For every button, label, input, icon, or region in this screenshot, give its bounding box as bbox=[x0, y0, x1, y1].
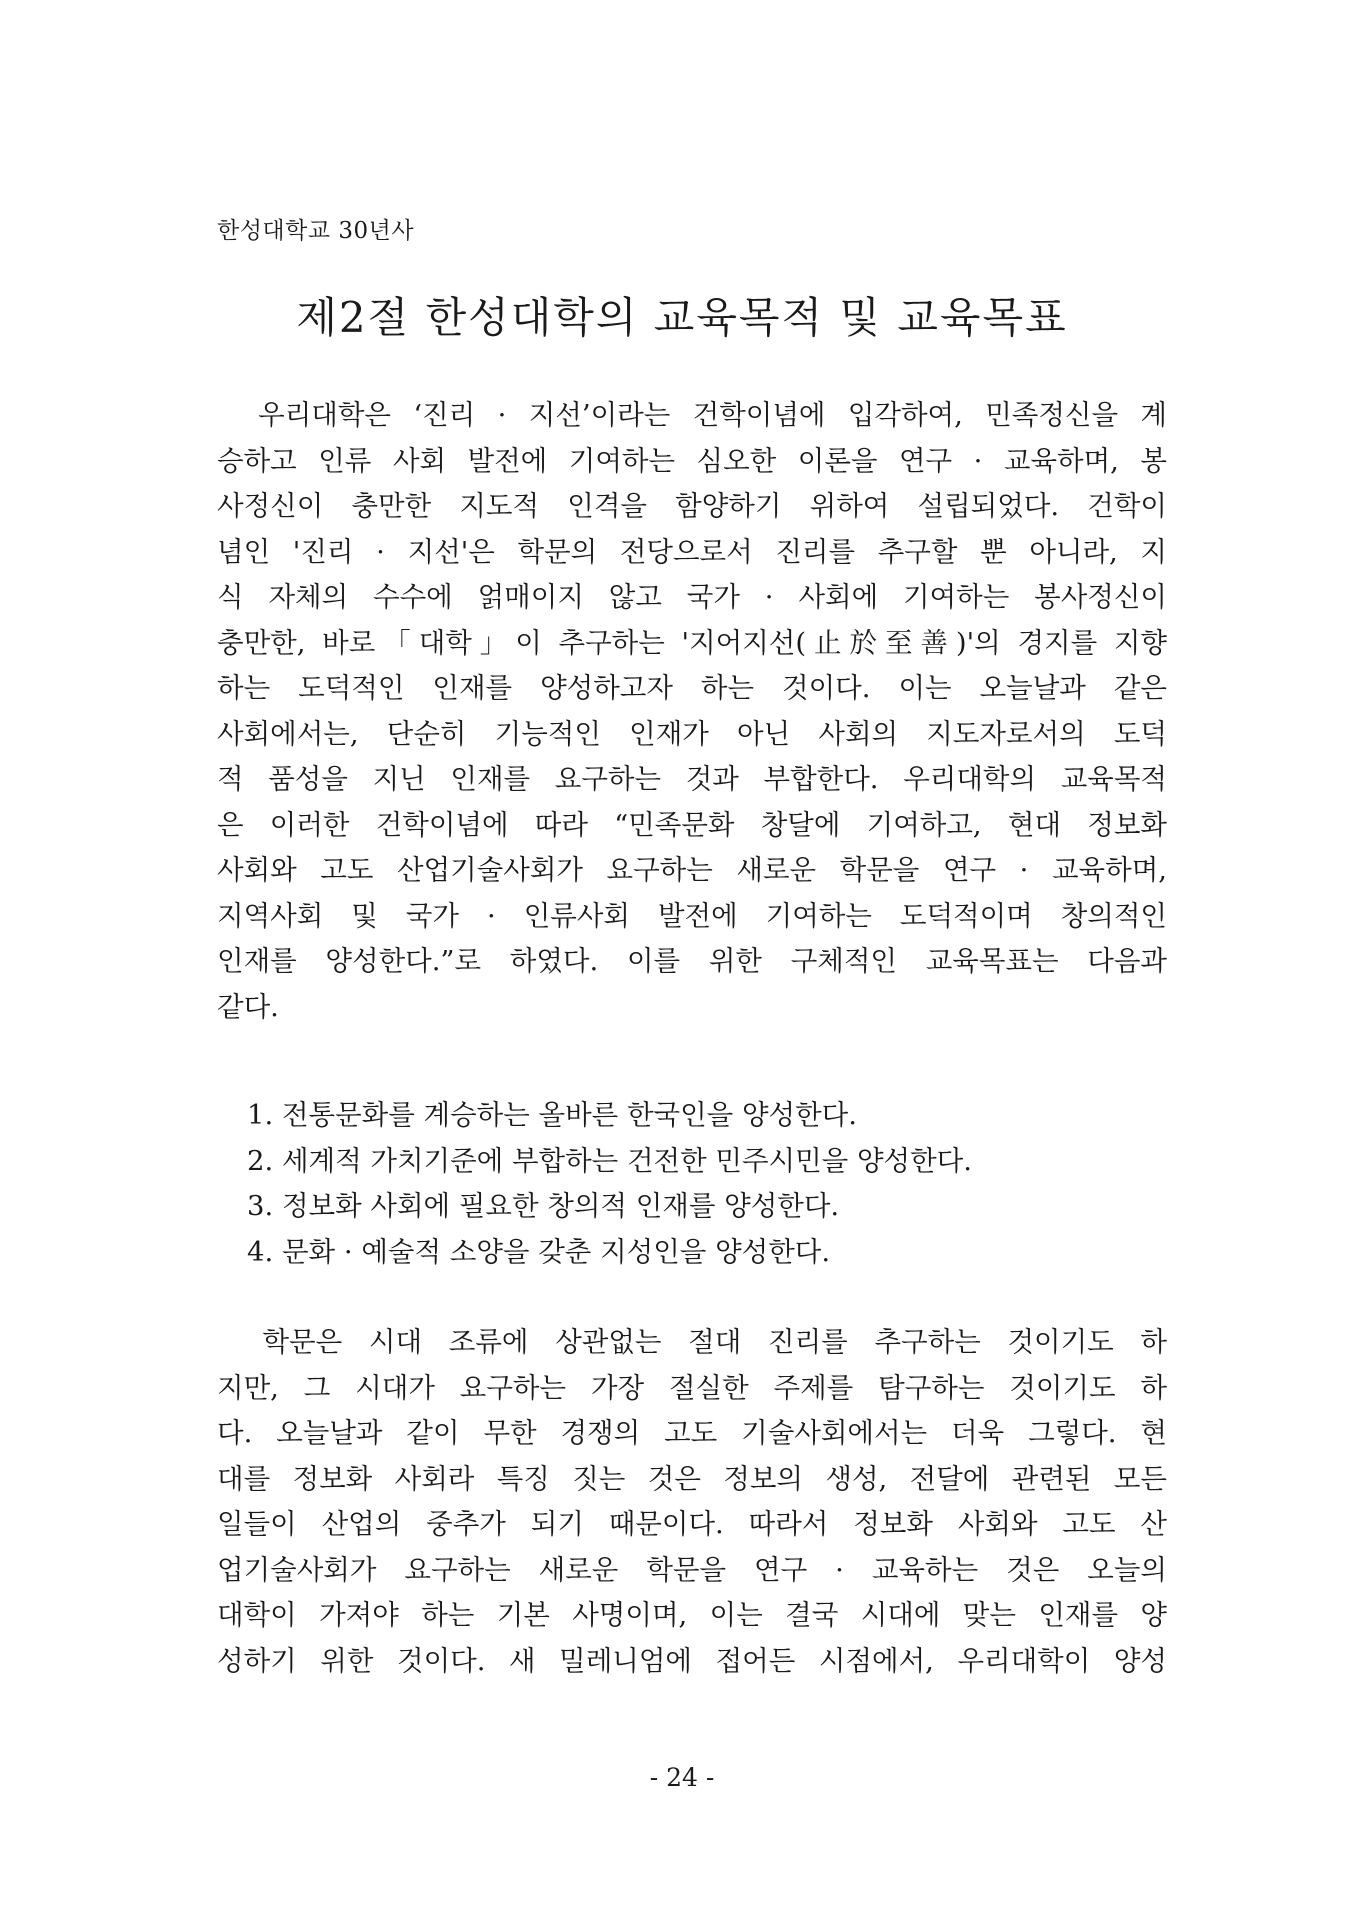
paragraph-line: 다. 오늘날과 같이 무한 경쟁의 고도 기술사회에서는 더욱 그렇다. 현 bbox=[217, 1417, 1167, 1449]
paragraph-line: 식 자체의 수수에 얽매이지 않고 국가 · 사회에 기여하는 봉사정신이 bbox=[217, 581, 1167, 613]
paragraph-line: 대를 정보화 사회라 특징 짓는 것은 정보의 생성, 전달에 관련된 모든 bbox=[217, 1462, 1167, 1495]
list-item: 2. 세계적 가치기준에 부합하는 건전한 민주시민을 양성한다. bbox=[247, 1144, 972, 1177]
paragraph-line: 승하고 인류 사회 발전에 기여하는 심오한 이론을 연구 · 교육하며, 봉 bbox=[217, 444, 1167, 477]
paragraph-line: 은 이러한 건학이념에 따라 “민족문화 창달에 기여하고, 현대 정보화 bbox=[217, 808, 1167, 841]
paragraph-line: 대학이 가져야 하는 기본 사명이며, 이는 결국 시대에 맞는 인재를 양 bbox=[217, 1599, 1167, 1631]
paragraph-line: 일들이 산업의 중추가 되기 때문이다. 따라서 정보화 사회와 고도 산 bbox=[217, 1508, 1167, 1540]
paragraph-line: 같다. bbox=[217, 990, 279, 1023]
paragraph-line: 사회와 고도 산업기술사회가 요구하는 새로운 학문을 연구 · 교육하며, bbox=[217, 854, 1167, 886]
paragraph-line: 충만한, 바로「대학」이 추구하는 '지어지선(止於至善)'의 경지를 지향 bbox=[217, 626, 1167, 659]
page-number: - 24 - bbox=[649, 1763, 715, 1792]
list-item: 1. 전통문화를 계승하는 올바른 한국인을 양성한다. bbox=[247, 1099, 857, 1131]
paragraph-line: 적 품성을 지닌 인재를 요구하는 것과 부합한다. 우리대학의 교육목적 bbox=[217, 763, 1167, 795]
paragraph-line: 념인 '진리 · 지선'은 학문의 전당으로서 진리를 추구할 뿐 아니라, 지 bbox=[217, 535, 1167, 568]
paragraph-line: 사회에서는, 단순히 기능적인 인재가 아닌 사회의 지도자로서의 도덕 bbox=[217, 717, 1167, 750]
running-header: 한성대학교 30년사 bbox=[217, 218, 415, 244]
closing-paragraph bbox=[217, 1320, 1167, 1684]
intro-paragraph bbox=[217, 393, 1167, 1030]
paragraph-line: 하는 도덕적인 인재를 양성하고자 하는 것이다. 이는 오늘날과 같은 bbox=[217, 672, 1167, 704]
section-title: 제2절 한성대학의 교육목적 및 교육목표 bbox=[296, 293, 1068, 342]
paragraph-line: 지역사회 및 국가 · 인류사회 발전에 기여하는 도덕적이며 창의적인 bbox=[217, 899, 1167, 932]
paragraph-line: 우리대학은 ‘진리 · 지선’이라는 건학이념에 입각하여, 민족정신을 계 bbox=[217, 399, 1167, 431]
paragraph-line: 지만, 그 시대가 요구하는 가장 절실한 주제를 탐구하는 것이기도 하 bbox=[217, 1371, 1167, 1404]
paragraph-line: 성하기 위한 것이다. 새 밀레니엄에 접어든 시점에서, 우리대학이 양성 bbox=[217, 1644, 1167, 1677]
paragraph-line: 학문은 시대 조류에 상관없는 절대 진리를 추구하는 것이기도 하 bbox=[217, 1326, 1167, 1358]
paragraph-line: 업기술사회가 요구하는 새로운 학문을 연구 · 교육하는 것은 오늘의 bbox=[217, 1553, 1167, 1586]
list-item: 3. 정보화 사회에 필요한 창의적 인재를 양성한다. bbox=[247, 1190, 840, 1222]
education-goals-list bbox=[247, 1093, 972, 1275]
list-item: 4. 문화 · 예술적 소양을 갖춘 지성인을 양성한다. bbox=[247, 1235, 831, 1268]
paragraph-line: 인재를 양성한다.”로 하였다. 이를 위한 구체적인 교육목표는 다음과 bbox=[217, 945, 1167, 977]
paragraph-line: 사정신이 충만한 지도적 인격을 함양하기 위하여 설립되었다. 건학이 bbox=[217, 490, 1167, 522]
